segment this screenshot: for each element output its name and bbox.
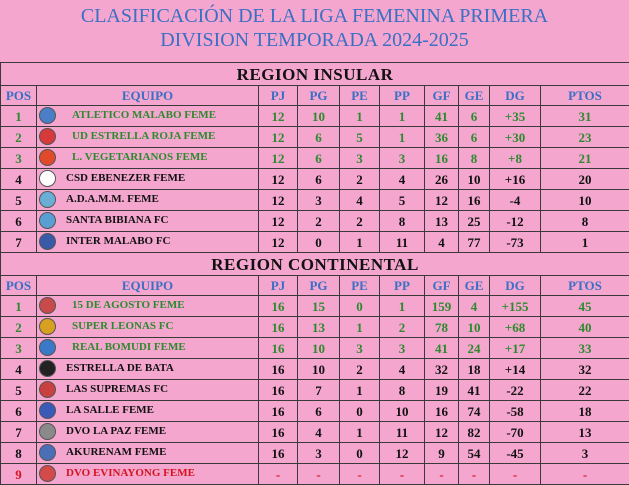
pe-cell: 5 xyxy=(340,127,380,148)
team-cell xyxy=(37,190,259,211)
team-cell xyxy=(37,401,259,422)
pg-cell: 6 xyxy=(298,401,340,422)
standings-table xyxy=(0,62,629,485)
pe-cell: 2 xyxy=(340,211,380,232)
team-cell xyxy=(37,359,259,380)
dg-cell: - xyxy=(490,464,541,485)
pj-cell: 12 xyxy=(259,148,298,169)
pj-cell: 16 xyxy=(259,443,298,464)
pg-cell: 10 xyxy=(298,106,340,127)
team-crest-icon xyxy=(39,233,56,250)
team-crest-icon xyxy=(39,128,56,145)
pj-cell: 12 xyxy=(259,127,298,148)
position-cell: 4 xyxy=(1,169,37,190)
pj-cell: 12 xyxy=(259,169,298,190)
ge-cell: 82 xyxy=(459,422,490,443)
team-name: DVO LA PAZ FEME xyxy=(66,425,166,437)
pp-cell: 1 xyxy=(380,296,425,317)
pe-cell: - xyxy=(340,464,380,485)
gf-cell: 4 xyxy=(425,232,459,253)
pp-cell: 3 xyxy=(380,338,425,359)
column-header-pp: PP xyxy=(380,276,425,296)
position-cell: 6 xyxy=(1,211,37,232)
dg-cell: +155 xyxy=(490,296,541,317)
team-crest-icon xyxy=(39,444,56,461)
ptos-cell: - xyxy=(541,464,629,485)
gf-cell: 78 xyxy=(425,317,459,338)
ge-cell: - xyxy=(459,464,490,485)
ge-cell: 18 xyxy=(459,359,490,380)
ge-cell: 4 xyxy=(459,296,490,317)
pg-cell: 3 xyxy=(298,443,340,464)
dg-cell: -4 xyxy=(490,190,541,211)
team-name: REAL BOMUDI FEME xyxy=(66,341,186,353)
pj-cell: 16 xyxy=(259,359,298,380)
team-name: LAS SUPREMAS FC xyxy=(66,383,168,395)
gf-cell: 36 xyxy=(425,127,459,148)
team-name: DVO EVINAYONG FEME xyxy=(66,467,195,479)
team-name: A.D.A.M.M. FEME xyxy=(66,193,159,205)
team-cell xyxy=(37,148,259,169)
position-cell: 6 xyxy=(1,401,37,422)
column-header-pe: PE xyxy=(340,86,380,106)
table-row xyxy=(1,401,629,422)
table-row xyxy=(1,106,629,127)
pp-cell: 3 xyxy=(380,148,425,169)
gf-cell: 19 xyxy=(425,380,459,401)
table-row xyxy=(1,148,629,169)
title-line-1: CLASIFICACIÓN DE LA LIGA FEMENINA PRIMERA xyxy=(0,4,629,28)
position-cell: 3 xyxy=(1,338,37,359)
pg-cell: 10 xyxy=(298,359,340,380)
pj-cell: 16 xyxy=(259,296,298,317)
dg-cell: +17 xyxy=(490,338,541,359)
dg-cell: +16 xyxy=(490,169,541,190)
ptos-cell: 23 xyxy=(541,127,629,148)
team-name: L. VEGETARIANOS FEME xyxy=(66,151,208,163)
team-name: CSD EBENEZER FEME xyxy=(66,172,185,184)
table-row xyxy=(1,338,629,359)
ptos-cell: 22 xyxy=(541,380,629,401)
dg-cell: -45 xyxy=(490,443,541,464)
position-cell: 7 xyxy=(1,232,37,253)
column-header-ptos: PTOS xyxy=(541,276,629,296)
ptos-cell: 10 xyxy=(541,190,629,211)
pp-cell: 1 xyxy=(380,106,425,127)
table-row xyxy=(1,211,629,232)
team-name: SUPER LEONAS FC xyxy=(66,320,173,332)
dg-cell: -58 xyxy=(490,401,541,422)
ge-cell: 25 xyxy=(459,211,490,232)
gf-cell: 41 xyxy=(425,106,459,127)
gf-cell: 41 xyxy=(425,338,459,359)
team-name: ESTRELLA DE BATA xyxy=(66,362,174,374)
column-header-ge: GE xyxy=(459,86,490,106)
pg-cell: 4 xyxy=(298,422,340,443)
team-crest-icon xyxy=(39,360,56,377)
pp-cell: 2 xyxy=(380,317,425,338)
pj-cell: 16 xyxy=(259,380,298,401)
table-row xyxy=(1,169,629,190)
column-header-pg: PG xyxy=(298,276,340,296)
pp-cell: 4 xyxy=(380,169,425,190)
region-title-row-insular xyxy=(1,63,629,86)
gf-cell: 12 xyxy=(425,190,459,211)
team-cell xyxy=(37,106,259,127)
gf-cell: - xyxy=(425,464,459,485)
table-row xyxy=(1,359,629,380)
column-header-pos: POS xyxy=(1,86,37,106)
pg-cell: 10 xyxy=(298,338,340,359)
team-crest-icon xyxy=(39,107,56,124)
team-cell xyxy=(37,464,259,485)
ptos-cell: 18 xyxy=(541,401,629,422)
ptos-cell: 33 xyxy=(541,338,629,359)
pe-cell: 2 xyxy=(340,169,380,190)
table-row xyxy=(1,317,629,338)
pj-cell: - xyxy=(259,464,298,485)
pg-cell: 2 xyxy=(298,211,340,232)
column-header-ptos: PTOS xyxy=(541,86,629,106)
pj-cell: 16 xyxy=(259,422,298,443)
table-row xyxy=(1,464,629,485)
pe-cell: 0 xyxy=(340,401,380,422)
position-cell: 1 xyxy=(1,106,37,127)
pp-cell: 5 xyxy=(380,190,425,211)
table-row xyxy=(1,296,629,317)
pg-cell: 15 xyxy=(298,296,340,317)
team-crest-icon xyxy=(39,381,56,398)
pj-cell: 12 xyxy=(259,232,298,253)
ge-cell: 41 xyxy=(459,380,490,401)
pg-cell: 6 xyxy=(298,148,340,169)
position-cell: 2 xyxy=(1,127,37,148)
position-cell: 7 xyxy=(1,422,37,443)
team-name: ATLETICO MALABO FEME xyxy=(66,109,216,121)
team-cell xyxy=(37,317,259,338)
dg-cell: +30 xyxy=(490,127,541,148)
pe-cell: 1 xyxy=(340,106,380,127)
ge-cell: 10 xyxy=(459,169,490,190)
column-header-pg: PG xyxy=(298,86,340,106)
team-name: LA SALLE FEME xyxy=(66,404,154,416)
dg-cell: -73 xyxy=(490,232,541,253)
pe-cell: 1 xyxy=(340,422,380,443)
team-cell xyxy=(37,422,259,443)
column-header-equipo: EQUIPO xyxy=(37,276,259,296)
pp-cell: 11 xyxy=(380,232,425,253)
pg-cell: 6 xyxy=(298,169,340,190)
team-crest-icon xyxy=(39,149,56,166)
pp-cell: 1 xyxy=(380,127,425,148)
ptos-cell: 31 xyxy=(541,106,629,127)
column-header-pj: PJ xyxy=(259,276,298,296)
ptos-cell: 13 xyxy=(541,422,629,443)
table-row xyxy=(1,422,629,443)
team-cell xyxy=(37,296,259,317)
team-name: AKURENAM FEME xyxy=(66,446,167,458)
ge-cell: 6 xyxy=(459,106,490,127)
region-title: REGION INSULAR xyxy=(1,63,629,86)
gf-cell: 13 xyxy=(425,211,459,232)
team-cell xyxy=(37,169,259,190)
position-cell: 3 xyxy=(1,148,37,169)
ptos-cell: 45 xyxy=(541,296,629,317)
team-crest-icon xyxy=(39,423,56,440)
pe-cell: 3 xyxy=(340,148,380,169)
dg-cell: +35 xyxy=(490,106,541,127)
position-cell: 2 xyxy=(1,317,37,338)
column-header-ge: GE xyxy=(459,276,490,296)
team-crest-icon xyxy=(39,191,56,208)
table-row xyxy=(1,127,629,148)
team-cell xyxy=(37,127,259,148)
gf-cell: 12 xyxy=(425,422,459,443)
team-name: UD ESTRELLA ROJA FEME xyxy=(66,130,215,142)
pj-cell: 16 xyxy=(259,338,298,359)
team-name: 15 DE AGOSTO FEME xyxy=(66,299,185,311)
column-header-gf: GF xyxy=(425,276,459,296)
gf-cell: 159 xyxy=(425,296,459,317)
team-crest-icon xyxy=(39,297,56,314)
position-cell: 1 xyxy=(1,296,37,317)
title-line-2: DIVISION TEMPORADA 2024-2025 xyxy=(0,28,629,52)
ge-cell: 24 xyxy=(459,338,490,359)
pj-cell: 12 xyxy=(259,190,298,211)
position-cell: 8 xyxy=(1,443,37,464)
pp-cell: 12 xyxy=(380,443,425,464)
ge-cell: 10 xyxy=(459,317,490,338)
team-cell xyxy=(37,232,259,253)
pj-cell: 16 xyxy=(259,401,298,422)
pp-cell: - xyxy=(380,464,425,485)
ptos-cell: 8 xyxy=(541,211,629,232)
column-header-dg: DG xyxy=(490,276,541,296)
team-crest-icon xyxy=(39,339,56,356)
team-crest-icon xyxy=(39,465,56,482)
ptos-cell: 1 xyxy=(541,232,629,253)
dg-cell: -70 xyxy=(490,422,541,443)
position-cell: 5 xyxy=(1,380,37,401)
column-header-row xyxy=(1,276,629,296)
ge-cell: 54 xyxy=(459,443,490,464)
dg-cell: -12 xyxy=(490,211,541,232)
page-title xyxy=(0,4,629,52)
region-title: REGION CONTINENTAL xyxy=(1,253,629,276)
column-header-row xyxy=(1,86,629,106)
column-header-pj: PJ xyxy=(259,86,298,106)
pp-cell: 10 xyxy=(380,401,425,422)
team-cell xyxy=(37,380,259,401)
pe-cell: 4 xyxy=(340,190,380,211)
column-header-dg: DG xyxy=(490,86,541,106)
pg-cell: 13 xyxy=(298,317,340,338)
position-cell: 4 xyxy=(1,359,37,380)
pj-cell: 12 xyxy=(259,106,298,127)
pp-cell: 8 xyxy=(380,211,425,232)
team-crest-icon xyxy=(39,212,56,229)
team-cell xyxy=(37,211,259,232)
column-header-pos: POS xyxy=(1,276,37,296)
ge-cell: 8 xyxy=(459,148,490,169)
pg-cell: 0 xyxy=(298,232,340,253)
team-cell xyxy=(37,338,259,359)
pe-cell: 1 xyxy=(340,317,380,338)
pe-cell: 3 xyxy=(340,338,380,359)
position-cell: 9 xyxy=(1,464,37,485)
dg-cell: +68 xyxy=(490,317,541,338)
column-header-pe: PE xyxy=(340,276,380,296)
pj-cell: 16 xyxy=(259,317,298,338)
region-title-row-continental xyxy=(1,253,629,276)
ptos-cell: 40 xyxy=(541,317,629,338)
pg-cell: 6 xyxy=(298,127,340,148)
pj-cell: 12 xyxy=(259,211,298,232)
position-cell: 5 xyxy=(1,190,37,211)
dg-cell: +8 xyxy=(490,148,541,169)
dg-cell: -22 xyxy=(490,380,541,401)
pp-cell: 4 xyxy=(380,359,425,380)
column-header-gf: GF xyxy=(425,86,459,106)
gf-cell: 16 xyxy=(425,401,459,422)
dg-cell: +14 xyxy=(490,359,541,380)
ge-cell: 74 xyxy=(459,401,490,422)
ge-cell: 6 xyxy=(459,127,490,148)
pe-cell: 0 xyxy=(340,296,380,317)
pe-cell: 0 xyxy=(340,443,380,464)
ptos-cell: 20 xyxy=(541,169,629,190)
table-row xyxy=(1,380,629,401)
table-row xyxy=(1,190,629,211)
pe-cell: 1 xyxy=(340,380,380,401)
team-crest-icon xyxy=(39,402,56,419)
team-cell xyxy=(37,443,259,464)
pp-cell: 11 xyxy=(380,422,425,443)
column-header-equipo: EQUIPO xyxy=(37,86,259,106)
team-crest-icon xyxy=(39,318,56,335)
gf-cell: 32 xyxy=(425,359,459,380)
pe-cell: 2 xyxy=(340,359,380,380)
team-name: SANTA BIBIANA FC xyxy=(66,214,169,226)
team-name: INTER MALABO FC xyxy=(66,235,171,247)
ptos-cell: 21 xyxy=(541,148,629,169)
gf-cell: 9 xyxy=(425,443,459,464)
pe-cell: 1 xyxy=(340,232,380,253)
team-crest-icon xyxy=(39,170,56,187)
pg-cell: 7 xyxy=(298,380,340,401)
pp-cell: 8 xyxy=(380,380,425,401)
table-row xyxy=(1,443,629,464)
column-header-pp: PP xyxy=(380,86,425,106)
ge-cell: 77 xyxy=(459,232,490,253)
ptos-cell: 32 xyxy=(541,359,629,380)
gf-cell: 26 xyxy=(425,169,459,190)
ge-cell: 16 xyxy=(459,190,490,211)
table-row xyxy=(1,232,629,253)
pg-cell: 3 xyxy=(298,190,340,211)
ptos-cell: 3 xyxy=(541,443,629,464)
pg-cell: - xyxy=(298,464,340,485)
gf-cell: 16 xyxy=(425,148,459,169)
